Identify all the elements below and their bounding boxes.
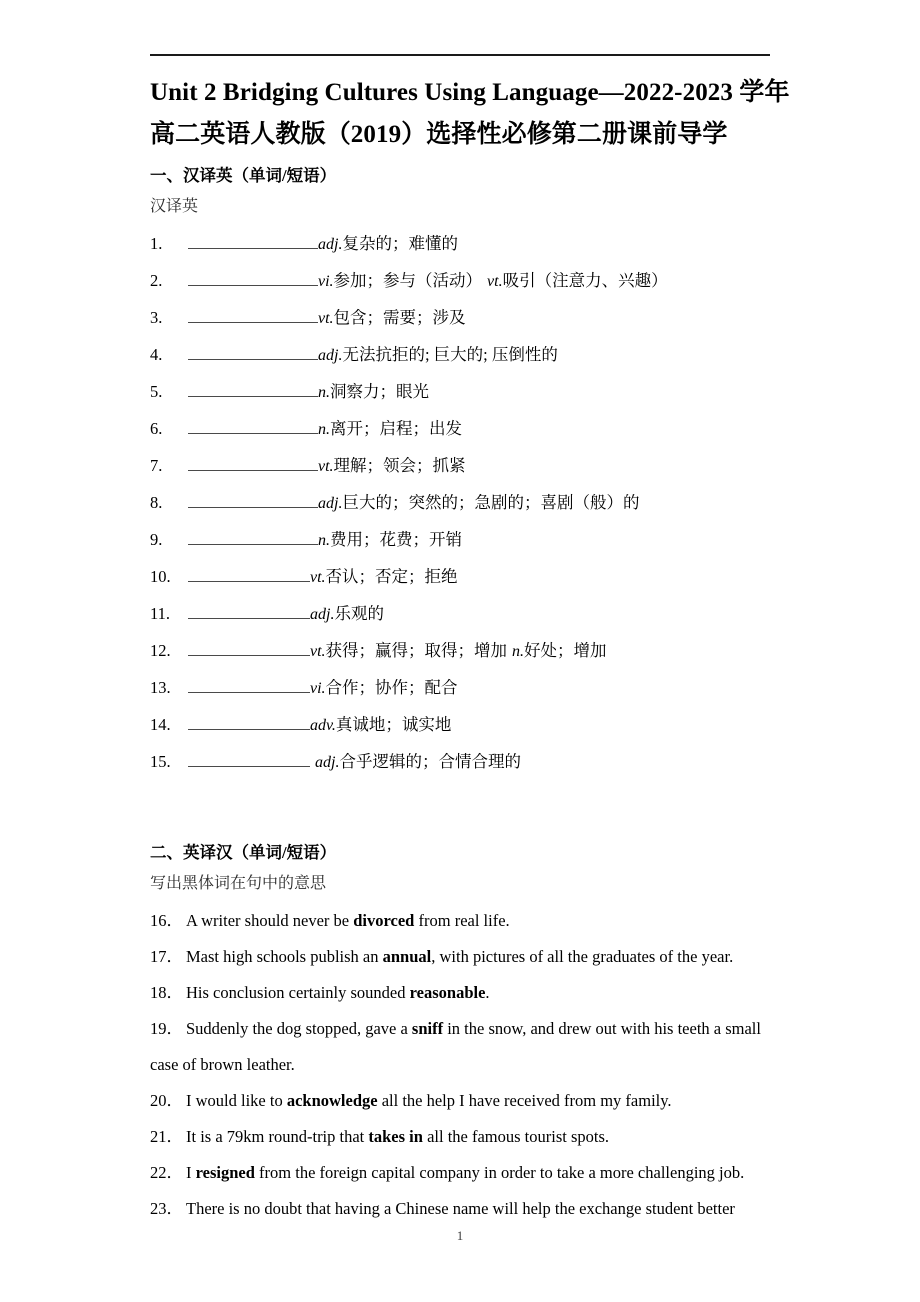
vocab-answer-blank[interactable]	[188, 416, 318, 434]
vocab-item-number: 9.	[150, 530, 163, 549]
sentence-item-number: 20．	[150, 1091, 183, 1110]
sentence-item-number: 23．	[150, 1199, 183, 1218]
sentence-item-number: 17．	[150, 947, 183, 966]
vocab-definition: 合乎逻辑的；合情合理的	[339, 752, 521, 771]
vocab-definition-secondary: 吸引（注意力、兴趣）	[502, 271, 668, 290]
target-word: divorced	[353, 911, 415, 930]
sentence-text-after: , with pictures of all the graduates of the year.	[431, 947, 734, 966]
vocab-answer-blank[interactable]	[188, 305, 318, 323]
document-content	[150, 72, 790, 1227]
sentence-text-after: all the famous tourist spots.	[422, 1127, 610, 1146]
sentence-text-before: I would like to	[186, 1091, 287, 1110]
sentence-text-before: It is a 79km round-trip that	[186, 1127, 369, 1146]
target-word: resigned	[195, 1163, 255, 1182]
vocab-item	[150, 596, 790, 633]
part-of-speech: n.	[318, 384, 330, 401]
sentence-text-after: from real life.	[414, 911, 510, 930]
vocab-item	[150, 633, 790, 670]
vocab-definition: 无法抗拒的; 巨大的; 压倒性的	[342, 345, 558, 364]
sentence-item-number: 22．	[150, 1163, 183, 1182]
vocab-item	[150, 337, 790, 374]
vocab-answer-blank[interactable]	[188, 601, 310, 619]
sentence-item-number: 21．	[150, 1127, 183, 1146]
section-heading-one: 一、汉译英（单词/短语）	[150, 166, 337, 185]
vocab-answer-blank[interactable]	[188, 453, 318, 471]
vocab-definition: 离开；启程；出发	[330, 419, 462, 438]
part-of-speech-secondary: vt.	[487, 273, 503, 290]
vocab-definition: 洞察力；眼光	[330, 382, 429, 401]
page-number: 1	[456, 1228, 464, 1243]
target-word: takes in	[368, 1127, 423, 1146]
vocab-item	[150, 263, 790, 300]
sentence-list	[150, 903, 790, 1227]
vocab-definition: 复杂的；难懂的	[342, 234, 458, 253]
target-word: reasonable	[409, 983, 486, 1002]
vocab-item	[150, 374, 790, 411]
vocab-item	[150, 411, 790, 448]
sentence-text-before: A writer should never be	[186, 911, 354, 930]
sentence-text-before: There is no doubt that having a Chinese name will help the exchange student better	[186, 1199, 735, 1218]
part-of-speech: adj.	[310, 606, 335, 623]
vocabulary-list	[150, 226, 790, 781]
vocab-item-number: 2.	[150, 271, 163, 290]
part-of-speech: vt.	[310, 569, 326, 586]
sentence-item-number: 19．	[150, 1019, 183, 1038]
target-word: acknowledge	[286, 1091, 378, 1110]
part-of-speech-secondary: n.	[512, 643, 525, 660]
vocab-item	[150, 707, 790, 744]
vocab-answer-blank[interactable]	[188, 749, 310, 767]
sentence-item	[150, 975, 790, 1011]
part-of-speech: vt.	[310, 643, 326, 660]
vocab-definition: 巨大的；突然的；急剧的；喜剧（般）的	[342, 493, 640, 512]
sentence-item	[150, 1011, 790, 1083]
vocab-definition: 合作；协作；配合	[325, 678, 458, 697]
part-of-speech: adj.	[318, 347, 343, 364]
sentence-text-after: in the snow, and drew out with his teeth a small case of brown leather.	[150, 1019, 761, 1074]
vocab-definition: 包含；需要；涉及	[333, 308, 466, 327]
vocab-definition: 否认；否定；拒绝	[325, 567, 458, 586]
sentence-item	[150, 1191, 790, 1227]
vocab-definition-secondary: 好处；增加	[524, 641, 607, 660]
target-word: annual	[382, 947, 432, 966]
part-of-speech: n.	[318, 421, 330, 438]
sentence-text-before: Mast high schools publish an	[186, 947, 383, 966]
vocab-item	[150, 448, 790, 485]
section-spacer	[150, 781, 790, 833]
vocab-definition: 乐观的	[334, 604, 384, 623]
vocab-item	[150, 300, 790, 337]
vocab-definition: 费用；花费；开销	[330, 530, 462, 549]
vocab-item-number: 11.	[150, 604, 171, 623]
vocab-answer-blank[interactable]	[188, 379, 318, 397]
vocab-answer-blank[interactable]	[188, 712, 310, 730]
vocab-answer-blank[interactable]	[188, 231, 318, 249]
vocab-answer-blank[interactable]	[188, 342, 318, 360]
vocab-item	[150, 670, 790, 707]
vocab-item-number: 6.	[150, 419, 163, 438]
part-of-speech: vi.	[318, 273, 334, 290]
vocab-item	[150, 485, 790, 522]
vocab-item	[150, 744, 790, 781]
vocab-item-number: 13.	[150, 678, 171, 697]
sentence-text-after: all the help I have received from my family.	[377, 1091, 672, 1110]
part-of-speech: adj.	[318, 236, 343, 253]
part-of-speech: vt.	[318, 458, 334, 475]
section-heading-two: 二、英译汉（单词/短语）	[150, 843, 337, 862]
page-title: Unit 2 Bridging Cultures Using Language—2022-2023 学年高二英语人教版（2019）选择性必修第二册课前导学	[150, 79, 790, 148]
vocab-item-number: 3.	[150, 308, 163, 327]
sentence-text-after: from the foreign capital company in order to take a more challenging job.	[254, 1163, 745, 1182]
vocab-definition: 获得；赢得；取得；增加	[325, 641, 508, 660]
part-of-speech: adv.	[310, 717, 336, 734]
vocab-answer-blank[interactable]	[188, 675, 310, 693]
vocab-definition: 理解；领会；抓紧	[333, 456, 466, 475]
vocab-item-number: 1.	[150, 234, 163, 253]
vocab-item-number: 10.	[150, 567, 171, 586]
part-of-speech: n.	[318, 532, 330, 549]
part-of-speech: vi.	[310, 680, 326, 697]
vocab-item-number: 5.	[150, 382, 163, 401]
vocab-answer-blank[interactable]	[188, 490, 318, 508]
sentence-item	[150, 1083, 790, 1119]
target-word: sniff	[411, 1019, 444, 1038]
vocab-answer-blank[interactable]	[188, 564, 310, 582]
sentence-item-number: 16．	[150, 911, 183, 930]
vocab-item-number: 7.	[150, 456, 163, 475]
vocab-item	[150, 522, 790, 559]
vocab-answer-blank[interactable]	[188, 268, 318, 286]
vocab-item-number: 12.	[150, 641, 171, 660]
part-of-speech: adj.	[315, 754, 340, 771]
sentence-text-before: His conclusion certainly sounded	[186, 983, 410, 1002]
vocab-item-number: 8.	[150, 493, 163, 512]
vocab-item-number: 14.	[150, 715, 171, 734]
section-one-instruction: 汉译英	[150, 198, 199, 215]
vocab-item-number: 4.	[150, 345, 163, 364]
sentence-item-number: 18．	[150, 983, 183, 1002]
sentence-item	[150, 939, 790, 975]
sentence-item	[150, 1155, 790, 1191]
vocab-item	[150, 559, 790, 596]
vocab-item	[150, 226, 790, 263]
sentence-item	[150, 1119, 790, 1155]
sentence-item	[150, 903, 790, 939]
section-two-instruction: 写出黑体词在句中的意思	[150, 875, 327, 892]
part-of-speech: adj.	[318, 495, 343, 512]
vocab-answer-blank[interactable]	[188, 527, 318, 545]
vocab-answer-blank[interactable]	[188, 638, 310, 656]
vocab-definition: 参加；参与（活动）	[333, 271, 483, 290]
vocab-definition: 真诚地；诚实地	[335, 715, 452, 734]
sentence-text-before: I	[186, 1163, 196, 1182]
header-divider	[150, 54, 770, 56]
sentence-text-before: Suddenly the dog stopped, gave a	[186, 1019, 412, 1038]
sentence-text-after: .	[485, 983, 490, 1002]
vocab-item-number: 15.	[150, 752, 171, 771]
part-of-speech: vt.	[318, 310, 334, 327]
